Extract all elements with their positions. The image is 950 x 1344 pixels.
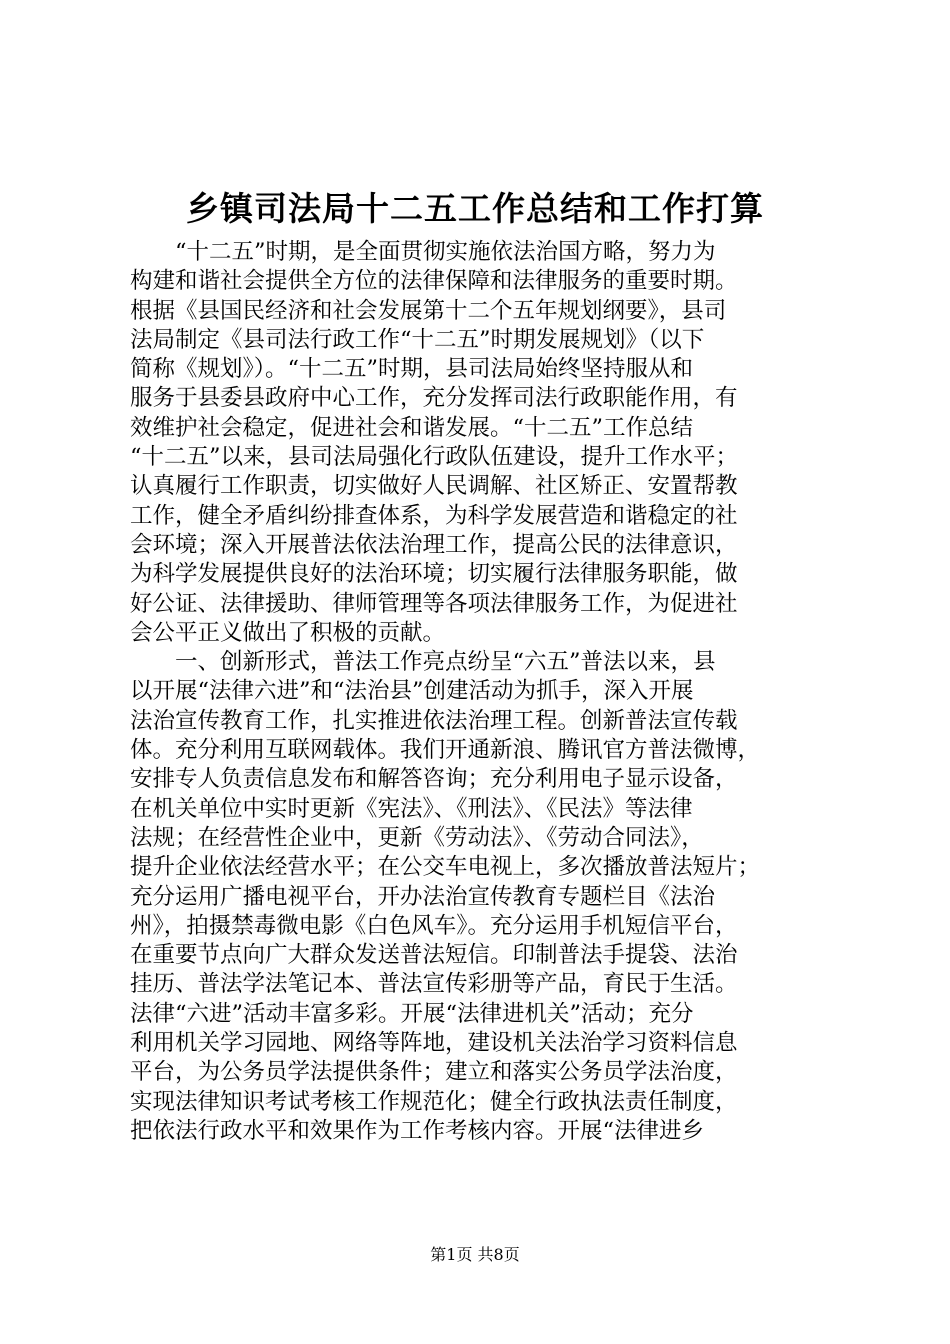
text-line: 服务于县委县政府中心工作，充分发挥司法行政职能作用，有 — [130, 385, 738, 412]
text-line: 认真履行工作职责，切实做好人民调解、社区矫正、安置帮教 — [130, 473, 738, 500]
page-footer: 第1页 共8页 — [430, 1245, 520, 1264]
text-line: 法局制定《县司法行政工作“十二五”时期发展规划》（以下 — [130, 326, 705, 353]
text-line: 在重要节点向广大群众发送普法短信。印制普法手提袋、法治 — [130, 942, 738, 969]
text-line: 会公平正义做出了积极的贡献。 — [130, 619, 446, 646]
text-line: 法规；在经营性企业中，更新《劳动法》、《劳动合同法》， — [130, 824, 704, 851]
text-line: 一、创新形式，普法工作亮点纷呈“六五”普法以来，县 — [130, 649, 716, 676]
document-body — [130, 238, 830, 1146]
text-line: 平台，为公务员学法提供条件；建立和落实公务员学法治度， — [130, 1059, 738, 1086]
text-line: 安排专人负责信息发布和解答咨询；充分利用电子显示设备， — [130, 766, 738, 793]
text-line: 利用机关学习园地、网络等阵地，建设机关法治学习资料信息 — [130, 1030, 738, 1057]
text-line: 根据《县国民经济和社会发展第十二个五年规划纲要》，县司 — [130, 297, 727, 324]
document-title: 乡镇司法局十二五工作总结和工作打算 — [186, 189, 764, 228]
text-line: 工作，健全矛盾纠纷排查体系，为科学发展营造和谐稳定的社 — [130, 502, 738, 529]
text-line: 挂历、普法学法笔记本、普法宣传彩册等产品，育民于生活。 — [130, 971, 738, 998]
text-line: “十二五”时期，是全面贯彻实施依法治国方略，努力为 — [130, 239, 716, 265]
text-line: 简称《规划》）。“十二五”时期，县司法局始终坚持服从和 — [130, 356, 694, 383]
text-line: 以开展“法律六进”和“法治县”创建活动为抓手，深入开展 — [130, 678, 694, 705]
text-line: 法治宣传教育工作，扎实推进依法治理工程。创新普法宣传载 — [130, 707, 738, 734]
text-line: 为科学发展提供良好的法治环境；切实履行法律服务职能，做 — [130, 561, 738, 588]
text-line: “十二五”以来，县司法局强化行政队伍建设，提升工作水平； — [130, 444, 739, 471]
text-line: 法律“六进”活动丰富多彩。开展“法律进机关”活动；充分 — [130, 1000, 694, 1027]
text-line: 构建和谐社会提供全方位的法律保障和法律服务的重要时期。 — [130, 268, 738, 295]
text-line: 提升企业依法经营水平；在公交车电视上，多次播放普法短片； — [130, 854, 761, 881]
text-line: 体。充分利用互联网载体。我们开通新浪、腾讯官方普法微博， — [130, 737, 761, 764]
text-line: 好公证、法律援助、律师管理等各项法律服务工作，为促进社 — [130, 590, 738, 617]
text-line: 州》，拍摄禁毒微电影《白色风车》。充分运用手机短信平台， — [130, 912, 738, 939]
text-line: 把依法行政水平和效果作为工作考核内容。开展“法律进乡 — [130, 1117, 705, 1144]
text-line: 在机关单位中实时更新《宪法》、《刑法》、《民法》等法律 — [130, 795, 693, 822]
text-line: 会环境；深入开展普法依法治理工作，提高公民的法律意识， — [130, 531, 738, 558]
text-line: 充分运用广播电视平台，开办法治宣传教育专题栏目《法治 — [130, 883, 716, 910]
text-line: 效维护社会稳定，促进社会和谐发展。“十二五”工作总结 — [130, 414, 694, 441]
text-line: 实现法律知识考试考核工作规范化；健全行政执法责任制度， — [130, 1088, 738, 1115]
